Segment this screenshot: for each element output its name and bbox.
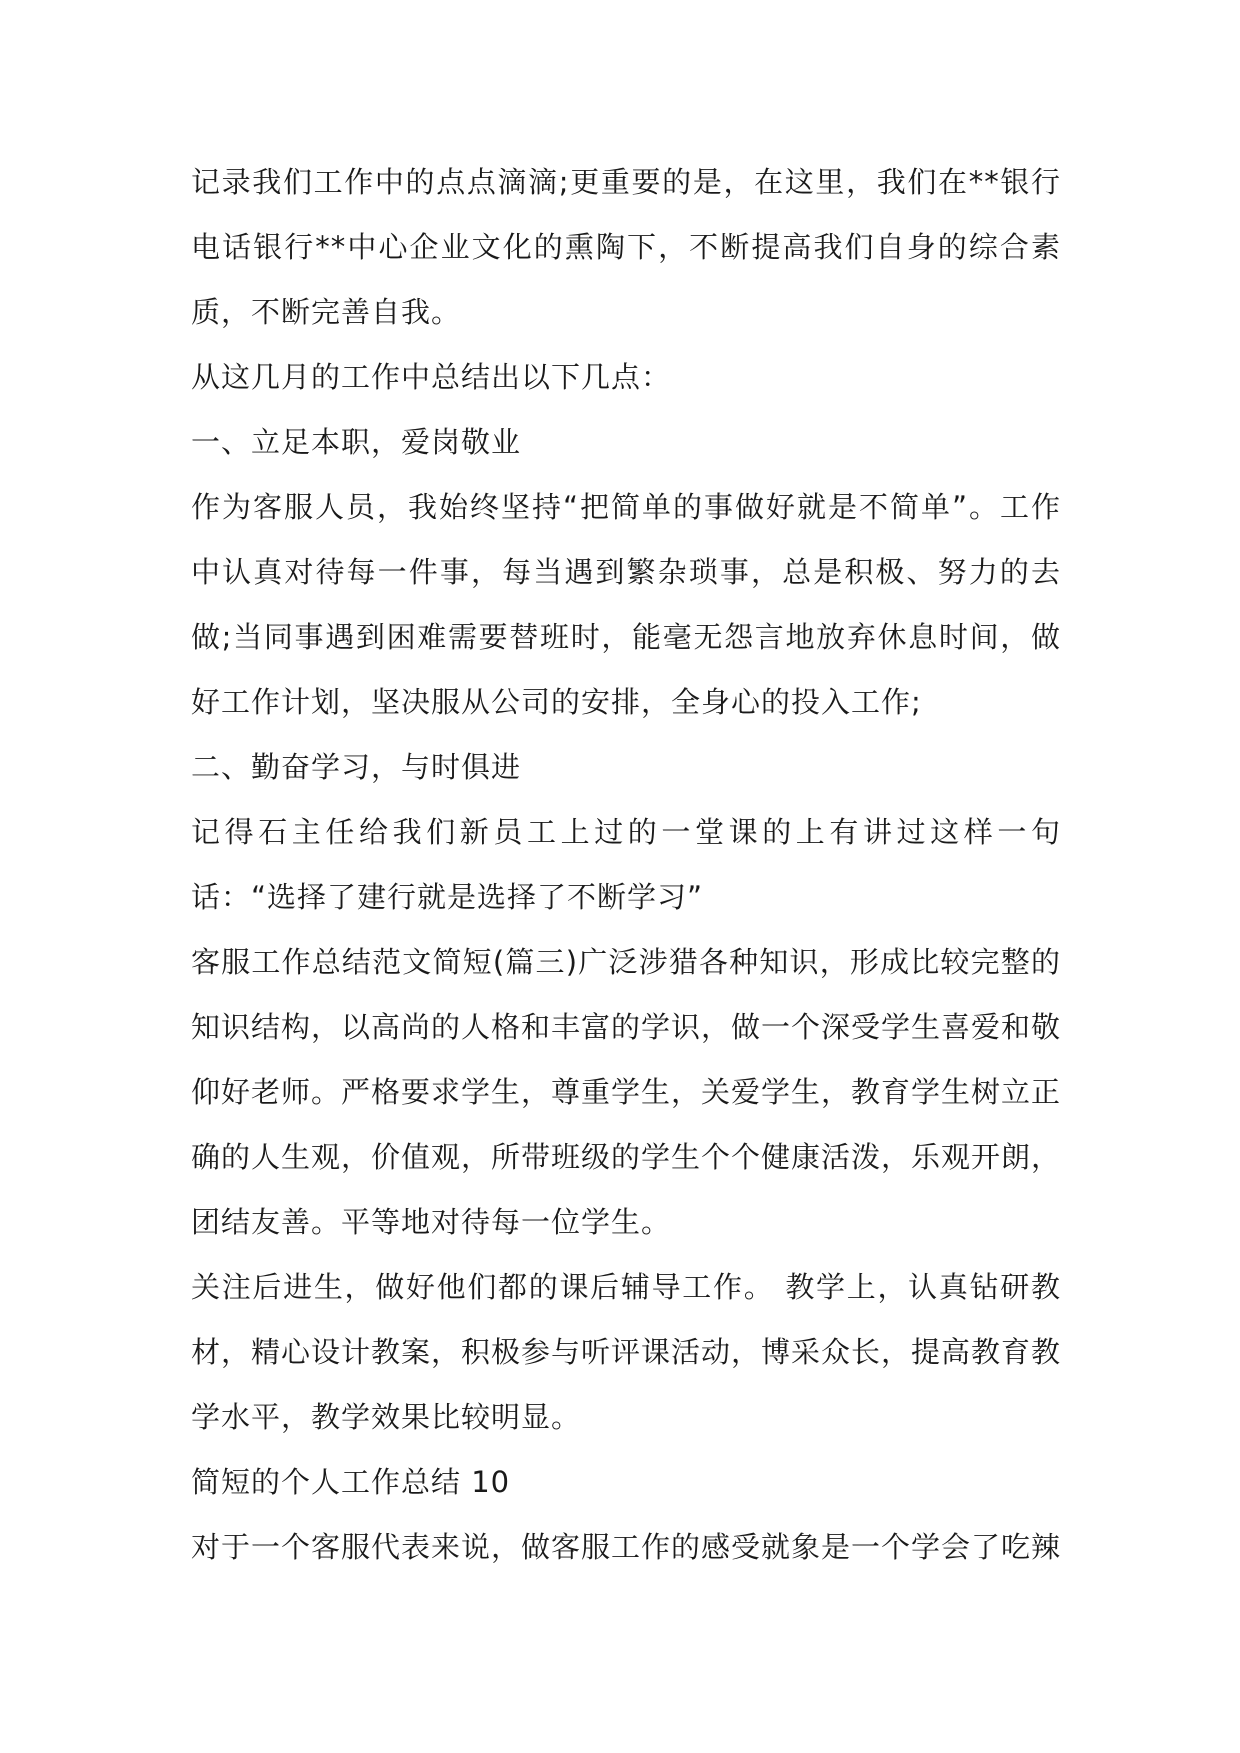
article-heading-10: 简短的个人工作总结 10 [191,1465,511,1499]
paragraph-article-10-body: 对于一个客服代表来说，做客服工作的感受就象是一个学会了吃辣 [191,1530,1062,1564]
document-body [191,150,1061,1580]
paragraph-article-3: 客服工作总结范文简短(篇三)广泛涉猎各种知识，形成比较完整的知识结构，以高尚的人格和丰富的学识，做一个深受学生喜爱和敬仰好老师。严格要求学生，尊重学生，关爱学生，教育学生树立正确的人生观，价值观，所带班级的学生个个健康活泼，乐观开朗，团结友善。平等地对待每一位学生。 [191,945,1062,1239]
paragraph-summary-lead: 从这几月的工作中总结出以下几点： [191,360,672,394]
paragraph-intro-continued: 记录我们工作中的点点滴滴;更重要的是，在这里，我们在**银行电话银行**中心企业文化的熏陶下，不断提高我们自身的综合素质，不断完善自我。 [191,165,1061,329]
paragraph-section-1-body: 作为客服人员，我始终坚持“把简单的事做好就是不简单”。工作中认真对待每一件事，每当遇到繁杂琐事，总是积极、努力的去做;当同事遇到困难需要替班时，能毫无怨言地放弃休息时间，做好工作计划，坚决服从公司的安排，全身心的投入工作; [191,490,1061,719]
paragraph-section-2-body: 记得石主任给我们新员工上过的一堂课的上有讲过这样一句话：“选择了建行就是选择了不断学习” [191,815,1061,914]
paragraph-teaching: 关注后进生，做好他们都的课后辅导工作。 教学上，认真钻研教材，精心设计教案，积极参与听评课活动，博采众长，提高教育教学水平，教学效果比较明显。 [191,1270,1062,1434]
section-heading-2: 二、勤奋学习，与时俱进 [191,750,522,784]
section-heading-1: 一、立足本职，爱岗敬业 [191,425,522,459]
